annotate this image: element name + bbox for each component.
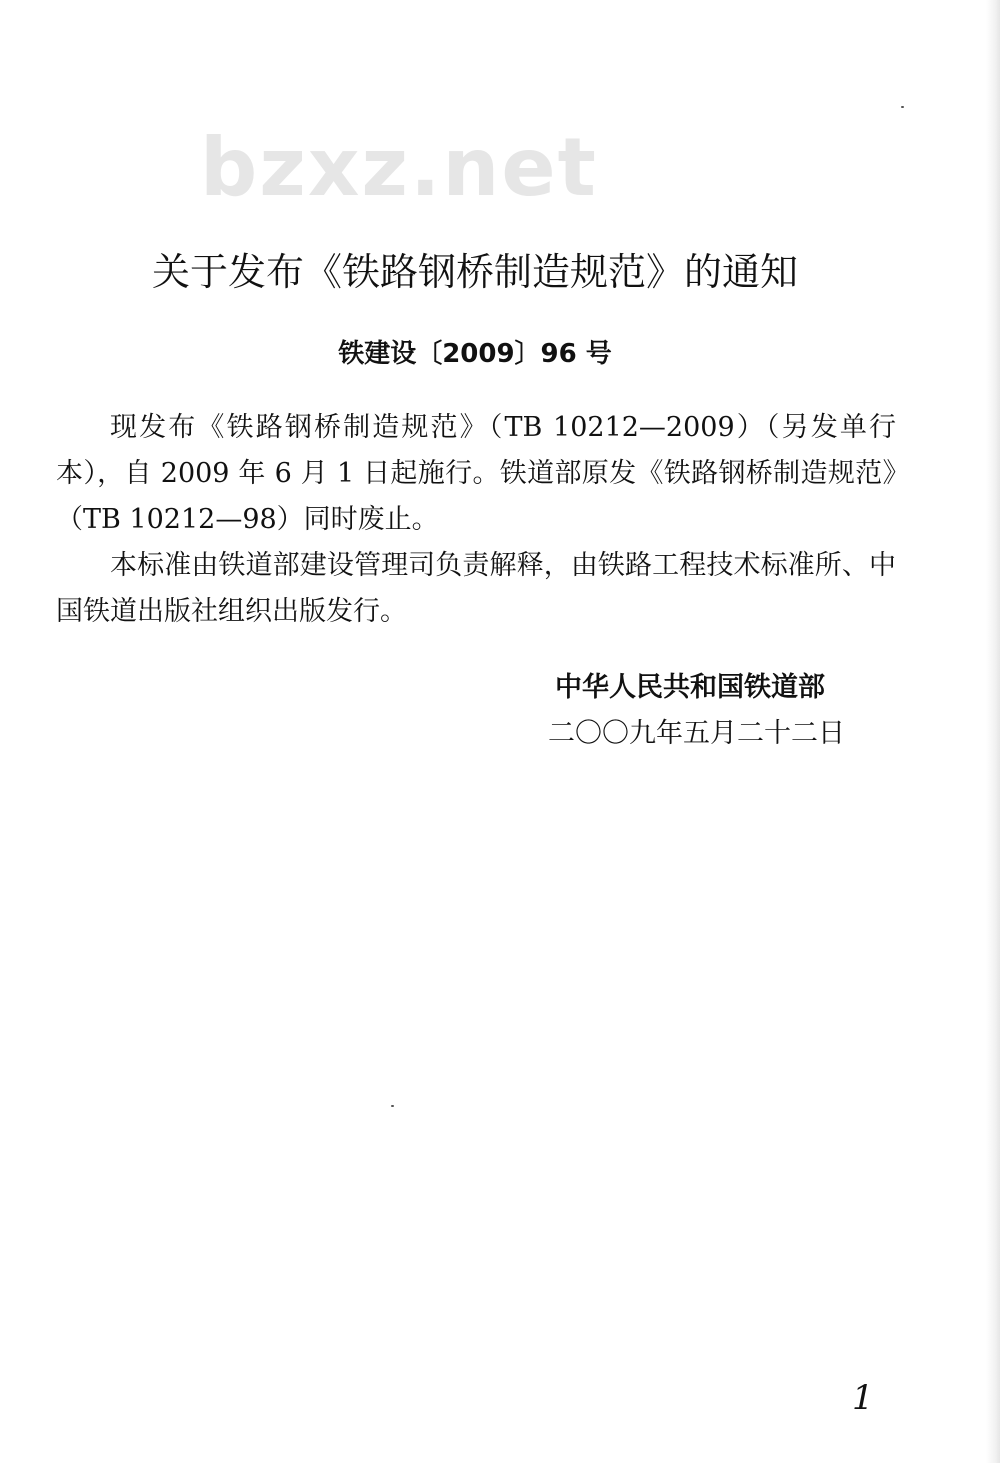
notice-body (56, 405, 896, 635)
document-number: 铁建设〔2009〕96 号 (338, 339, 612, 369)
scan-edge (986, 0, 1000, 1463)
issuing-authority: 中华人民共和国铁道部 (555, 672, 825, 703)
page-number: 1 (852, 1378, 874, 1418)
body-paragraph: 现发布《铁路钢桥制造规范》（TB 10212—2009）（另发单行本），自 2009 年 6 月 1 日起施行。铁道部原发《铁路钢桥制造规范》（TB 10212—98）同时废止。 (56, 412, 896, 535)
signature-block (0, 665, 845, 757)
scan-speck (391, 1105, 394, 1107)
watermark: bzxz.net (200, 121, 598, 214)
scan-speck (901, 106, 904, 108)
issue-date: 二〇〇九年五月二十二日 (548, 718, 845, 749)
body-paragraph: 本标准由铁道部建设管理司负责解释，由铁路工程技术标准所、中国铁道出版社组织出版发行。 (56, 550, 896, 627)
notice-title: 关于发布《铁路钢桥制造规范》的通知 (151, 250, 798, 294)
